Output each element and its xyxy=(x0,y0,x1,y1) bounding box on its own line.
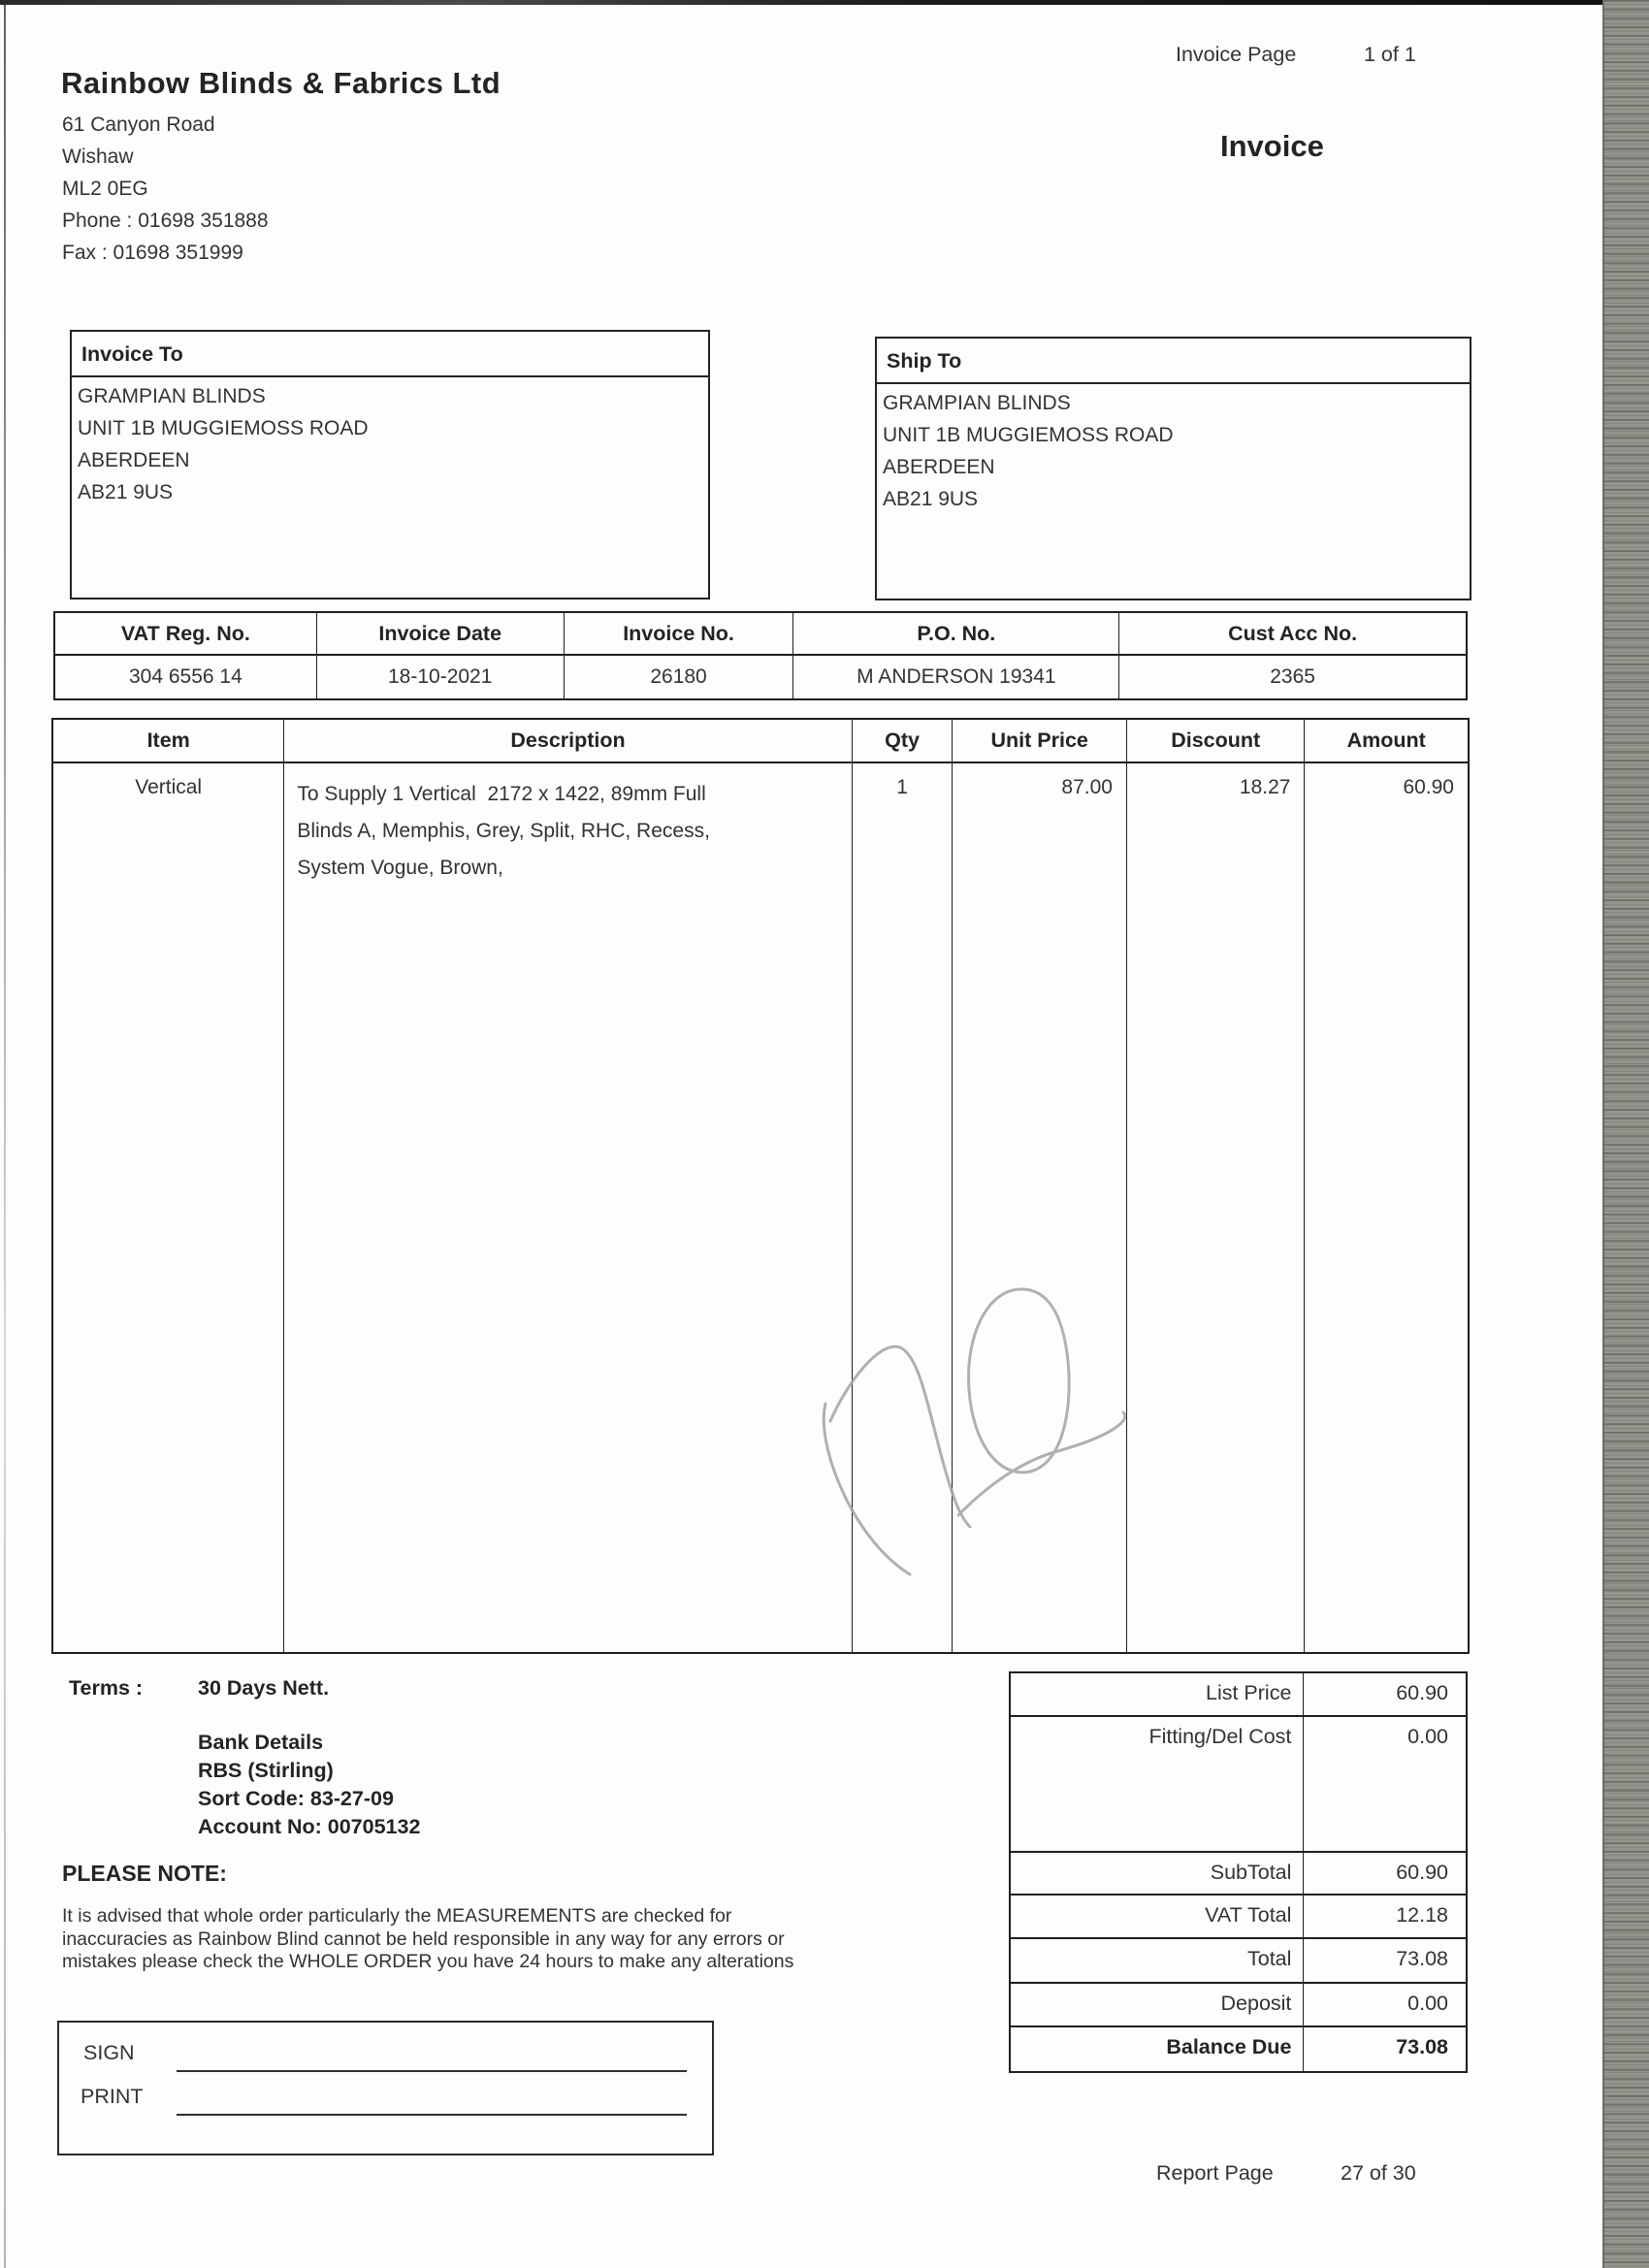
ship-to-line: GRAMPIAN BLINDS xyxy=(883,392,1071,414)
terms-value: 30 Days Nett. xyxy=(198,1676,330,1700)
please-note-line: inaccuracies as Rainbow Blind cannot be held responsible in any way for any errors or xyxy=(62,1928,785,1950)
bank-account-no: Account No: 00705132 xyxy=(198,1815,421,1838)
invoice-to-line: GRAMPIAN BLINDS xyxy=(78,385,266,407)
print-label: PRINT xyxy=(81,2085,144,2108)
ship-to-box xyxy=(875,337,1471,600)
items-header-amount: Amount xyxy=(1305,720,1468,763)
totals-value-fitting-del-cost: 0.00 xyxy=(1304,1717,1466,1853)
meta-value-cust-acc: 2365 xyxy=(1270,665,1315,688)
item-cell-amount: 60.90 xyxy=(1403,776,1454,798)
scan-edge-right-band xyxy=(1602,0,1649,2268)
totals-value-subtotal: 60.90 xyxy=(1304,1853,1466,1895)
bank-name: RBS (Stirling) xyxy=(198,1759,334,1782)
item-cell-item: Vertical xyxy=(53,763,284,1652)
sign-line xyxy=(177,2070,687,2072)
please-note-heading: PLEASE NOTE: xyxy=(62,1861,227,1886)
company-phone: Phone : 01698 351888 xyxy=(62,210,269,232)
ship-to-label: Ship To xyxy=(877,339,1470,384)
item-description-line: System Vogue, Brown, xyxy=(297,857,503,879)
ship-to-line: UNIT 1B MUGGIEMOSS ROAD xyxy=(883,424,1174,446)
company-fax: Fax : 01698 351999 xyxy=(62,242,243,264)
company-name: Rainbow Blinds & Fabrics Ltd xyxy=(61,66,501,100)
item-description-line: Blinds A, Memphis, Grey, Split, RHC, Recess, xyxy=(297,820,710,842)
report-page-value: 27 of 30 xyxy=(1341,2161,1416,2185)
totals-value-balance-due: 73.08 xyxy=(1396,2035,1448,2058)
please-note-line: It is advised that whole order particularly the MEASUREMENTS are checked for xyxy=(62,1905,732,1927)
totals-label-subtotal: SubTotal xyxy=(1011,1853,1304,1895)
totals-value-deposit: 0.00 xyxy=(1304,1984,1466,2027)
totals-value-list-price: 60.90 xyxy=(1304,1673,1466,1717)
company-address-line: 61 Canyon Road xyxy=(62,113,215,136)
totals-label-balance-due: Balance Due xyxy=(1011,2027,1304,2071)
meta-value-po-no: M ANDERSON 19341 xyxy=(793,656,1119,698)
totals-label-list-price: List Price xyxy=(1011,1673,1304,1717)
terms-label: Terms : xyxy=(69,1676,144,1700)
bank-sort-code: Sort Code: 83-27-09 xyxy=(198,1787,394,1810)
totals-label-vat-total: VAT Total xyxy=(1011,1895,1304,1939)
meta-header-invoice-no: Invoice No. xyxy=(565,613,794,656)
invoice-to-line: ABERDEEN xyxy=(78,449,190,471)
company-address-line: Wishaw xyxy=(62,146,134,168)
ship-to-line: ABERDEEN xyxy=(883,456,995,478)
items-header-unit-price: Unit Price xyxy=(953,720,1127,763)
invoice-to-address xyxy=(72,377,708,508)
items-header-discount: Discount xyxy=(1127,720,1306,763)
meta-header-cust-acc: Cust Acc No. xyxy=(1119,613,1466,656)
document-title: Invoice xyxy=(1220,129,1324,163)
meta-value-vat-reg: 304 6556 14 xyxy=(55,656,317,698)
scan-edge-top xyxy=(0,0,1649,5)
items-header-description: Description xyxy=(284,720,852,763)
invoice-to-line: AB21 9US xyxy=(78,481,174,503)
scan-edge-left-line xyxy=(4,0,6,2268)
items-header-qty: Qty xyxy=(853,720,954,763)
meta-value-invoice-date: 18-10-2021 xyxy=(317,656,565,698)
invoice-page-value: 1 of 1 xyxy=(1364,43,1416,66)
company-address-line: ML2 0EG xyxy=(62,178,148,200)
invoice-to-line: UNIT 1B MUGGIEMOSS ROAD xyxy=(78,417,369,439)
sign-label: SIGN xyxy=(83,2041,135,2064)
meta-value-invoice-no: 26180 xyxy=(565,656,794,698)
invoice-to-label: Invoice To xyxy=(72,332,708,377)
item-cell-qty: 1 xyxy=(853,763,954,1652)
item-cell-discount: 18.27 xyxy=(1127,763,1306,1652)
totals-label-fitting-del-cost: Fitting/Del Cost xyxy=(1011,1717,1304,1853)
totals-value-vat-total: 12.18 xyxy=(1304,1895,1466,1939)
invoice-page-label: Invoice Page xyxy=(1176,43,1297,66)
ship-to-line: AB21 9US xyxy=(883,488,979,510)
totals-label-total: Total xyxy=(1011,1939,1304,1984)
report-page-label: Report Page xyxy=(1156,2161,1274,2185)
bank-details xyxy=(198,1729,420,1841)
company-address xyxy=(62,109,269,269)
totals-table xyxy=(1009,1671,1468,2073)
print-line xyxy=(177,2114,687,2116)
totals-value-total: 73.08 xyxy=(1304,1939,1466,1984)
meta-header-invoice-date: Invoice Date xyxy=(317,613,565,656)
invoice-meta-table xyxy=(53,611,1468,700)
item-cell-description xyxy=(284,763,852,1652)
please-note-text xyxy=(62,1905,793,1974)
item-cell-unit-price: 87.00 xyxy=(953,763,1127,1652)
items-header-item: Item xyxy=(53,720,284,763)
meta-header-vat-reg: VAT Reg. No. xyxy=(55,613,317,656)
ship-to-address xyxy=(877,384,1470,515)
invoice-to-box xyxy=(70,330,710,599)
signature-box xyxy=(57,2021,714,2155)
totals-label-deposit: Deposit xyxy=(1011,1984,1304,2027)
item-description-line: To Supply 1 Vertical 2172 x 1422, 89mm Full xyxy=(297,783,706,805)
bank-details-heading: Bank Details xyxy=(198,1731,324,1754)
meta-header-po-no: P.O. No. xyxy=(793,613,1119,656)
please-note-line: mistakes please check the WHOLE ORDER you have 24 hours to make any alterations xyxy=(62,1951,794,1972)
line-items-table xyxy=(51,718,1470,1654)
